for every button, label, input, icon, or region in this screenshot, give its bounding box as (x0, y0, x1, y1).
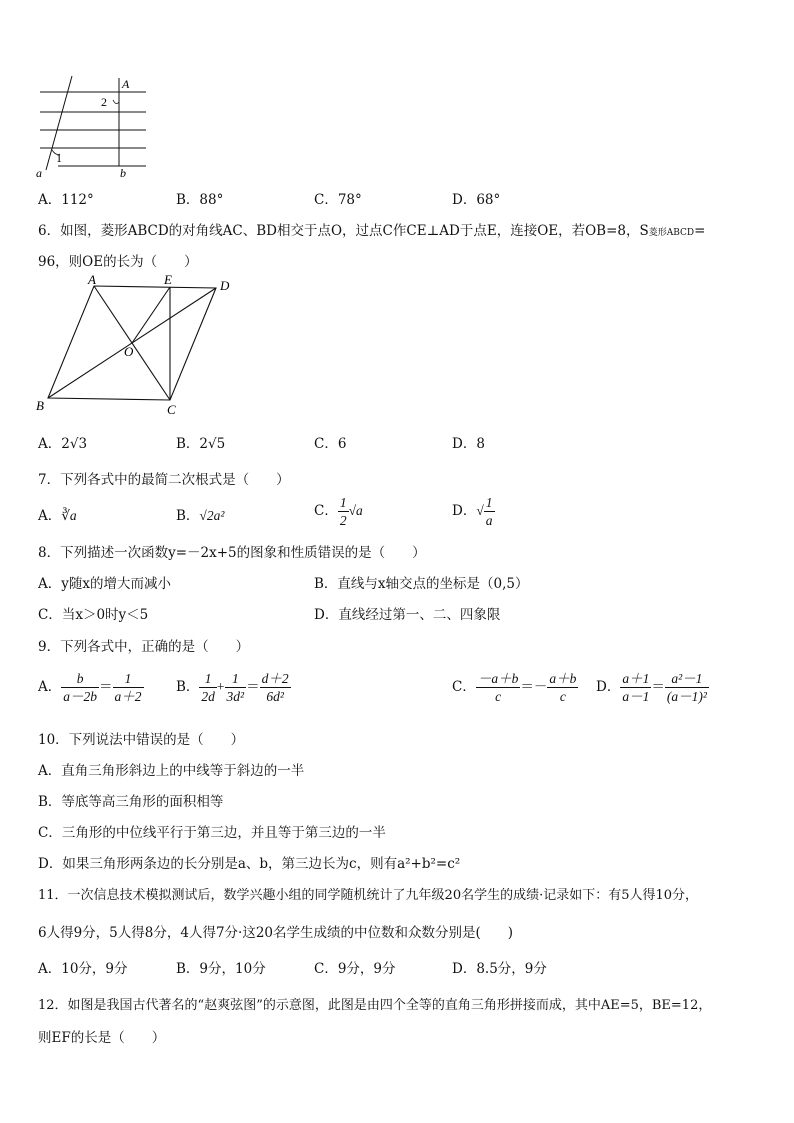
q5-option-b: B．88° (176, 192, 224, 208)
q10-option-d: D．如果三角形两条边的长分别是a、b，第三边长为c，则有a²+b²=c² (38, 856, 461, 872)
q8-option-c: C．当x＞0时y＜5 (38, 607, 149, 623)
q10-option-b: B．等底等高三角形的面积相等 (38, 794, 224, 810)
rhombus-figure (34, 272, 244, 418)
q9-option-b: B． $\frac{1}{2d}$ + $\frac{1}{\text{3d²}}$ ＝ $\frac{d+2}{\text{6d²}}$ (176, 671, 289, 704)
q11-stem-line2: 6人得9分，5人得8分，4人得7分·这20名学生成绩的中位数和众数分别是( ) (38, 925, 514, 941)
q6-option-c: C．6 (314, 436, 347, 452)
fig5-label-b: b (120, 166, 126, 180)
q8-option-b: B．直线与x轴交点的坐标是（0,5） (314, 576, 529, 592)
q11-option-d: D．8.5分，9分 (452, 961, 547, 977)
fig5-label-2: 2 (101, 95, 107, 109)
q9-option-c: C． $\frac{-a+b}{c}$ ＝－ $\frac{a+b}{c}$ (452, 671, 577, 704)
q6-stem-line1: 6．如图，菱形ABCD的对角线AC、BD相交于点O，过点C作CE⊥AD于点E，连接OE，若OB=8，S菱形ABCD= (38, 223, 706, 239)
q7-option-c: C． $\frac{1}{2}$ √a (314, 495, 363, 528)
fig6-label-B: B (36, 398, 44, 413)
fig5-label-1: 1 (56, 151, 62, 165)
fig5-label-A: A (122, 77, 130, 91)
q9-option-d: D． $\frac{a+1}{a-1}$ ＝ $\frac{\text{a²－1}}{\text{(a－1)²}}$ (596, 671, 707, 704)
fig6-label-D: D (220, 278, 230, 293)
fig6-label-C: C (167, 402, 176, 417)
q10-option-a: A．直角三角形斜边上的中线等于斜边的一半 (38, 763, 305, 779)
q11-option-c: C．9分，9分 (314, 961, 396, 977)
q11-option-a: A．10分，9分 (38, 961, 128, 977)
fig6-label-E: E (164, 272, 172, 287)
q5-option-a: A．112° (38, 192, 94, 208)
q5-option-c: C．78° (314, 192, 362, 208)
q8-stem: 8．下列描述一次函数y=－2x+5的图象和性质错误的是（ ） (38, 545, 426, 561)
q9-stem: 9．下列各式中，正确的是（ ） (38, 639, 250, 655)
q10-stem: 10．下列说法中错误的是（ ） (38, 732, 245, 748)
q6-option-d: D．8 (452, 436, 485, 452)
fig6-label-A: A (88, 272, 96, 287)
q8-option-d: D．直线经过第一、二、四象限 (314, 607, 501, 623)
q9-option-a: A． $\frac{b}{a-2b}$ ＝ $\frac{1}{a+2}$ (38, 671, 142, 704)
parallel-lines-figure (34, 74, 154, 180)
q6-option-a: A．2√3 (38, 436, 88, 452)
q7-option-d: D．√ $\frac{1}{a}$ (452, 495, 493, 528)
q7-stem: 7．下列各式中的最简二次根式是（ ） (38, 472, 290, 488)
fig5-label-a: a (36, 166, 42, 180)
q7-option-b: B．√2a² (176, 508, 225, 524)
q11-stem-line1: 11．一次信息技术模拟测试后，数学兴趣小组的同学随机统计了九年级20名学生的成绩·记录如下：有5人得10分， (38, 888, 699, 903)
q12-stem-line2: 则EF的长是（ ） (38, 1030, 166, 1046)
q12-stem-line1: 12．如图是我国古代著名的“赵爽弦图”的示意图，此图是由四个全等的直角三角形拼接而成，其中AE=5，BE=12， (38, 998, 712, 1013)
q6-stem-line2: 96，则OE的长为（ ） (38, 254, 198, 270)
q10-option-c: C．三角形的中位线平行于第三边，并且等于第三边的一半 (38, 825, 386, 841)
q6-option-b: B．2√5 (176, 436, 226, 452)
q8-option-a: A．y随x的增大而减小 (38, 576, 171, 592)
q11-option-b: B．9分，10分 (176, 961, 266, 977)
q5-option-d: D．68° (452, 192, 501, 208)
fig6-label-O: O (124, 344, 134, 359)
q7-option-a: A．∛a (38, 508, 77, 524)
